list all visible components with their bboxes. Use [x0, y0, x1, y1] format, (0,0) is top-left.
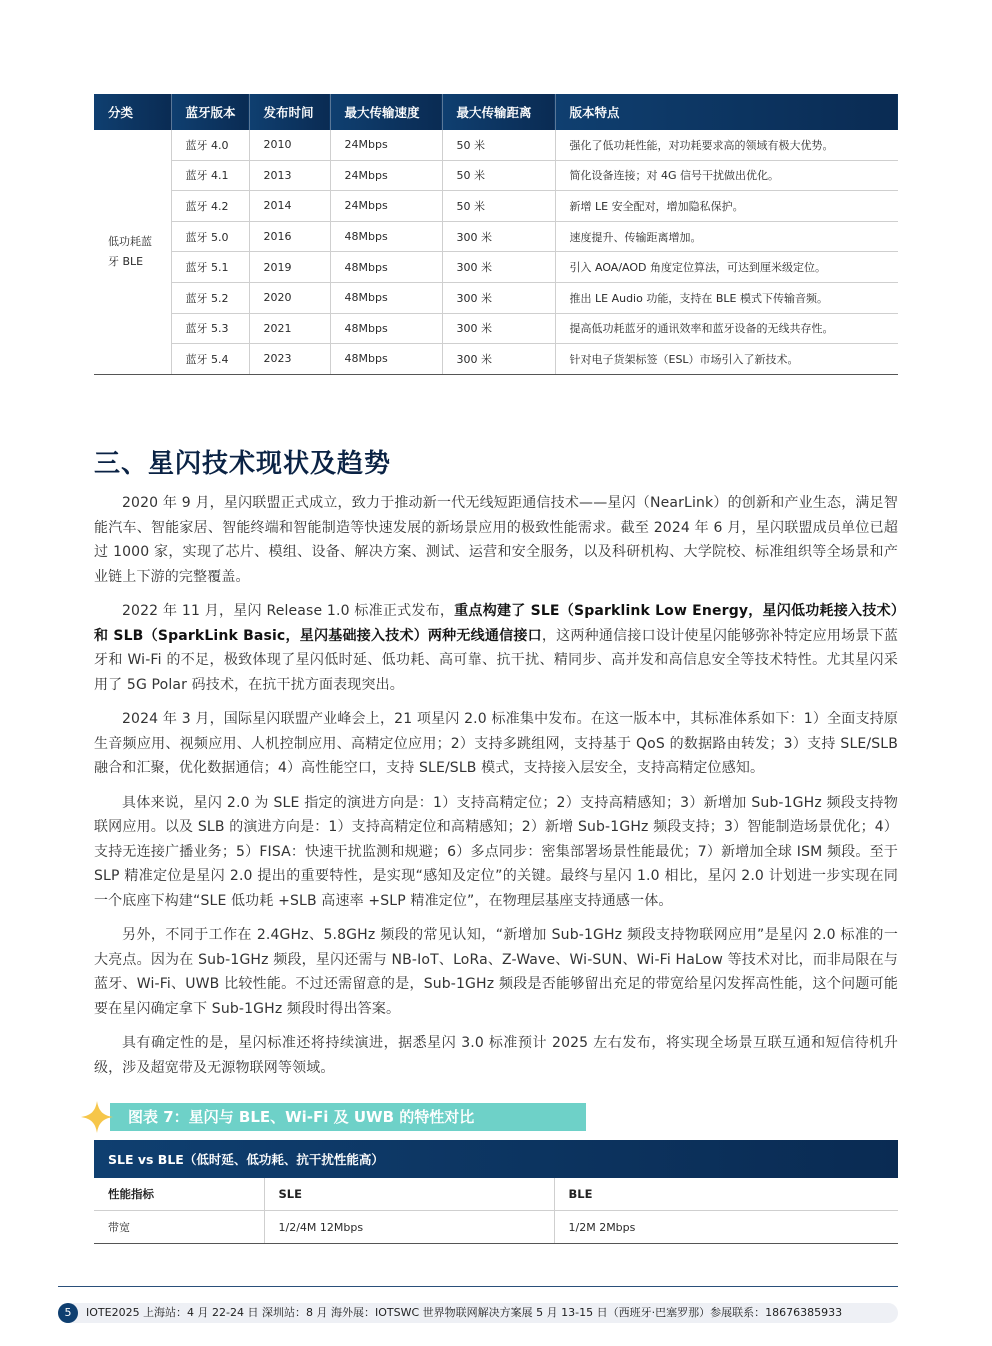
table-row — [94, 221, 898, 252]
paragraph-2-rest: ，这两种通信接口设计使星闪能够弥补特定应用场景下蓝牙和 Wi-Fi 的不足，极致体现了星闪低时延、低功耗、高可靠、抗干扰、精同步、高并发和高信息安全等技术特性。尤其星闪采用了 5G Polar 码技术，在抗干扰方面表现突出。 — [94, 627, 898, 693]
cell-year: 2016 — [249, 221, 330, 252]
cell-range: 300 米 — [442, 313, 555, 344]
paragraph-6: 具有确定性的是，星闪标准还将持续演进，据悉星闪 3.0 标准预计 2025 左右发布，将实现全场景互联互通和短信待机升级，涉及超宽带及无源物联网等领域。 — [94, 1035, 898, 1076]
sle-vs-ble-table — [94, 1140, 898, 1244]
page-number: 5 — [58, 1303, 78, 1323]
header-features: 版本特点 — [555, 94, 898, 130]
header-max-range: 最大传输距离 — [442, 94, 555, 130]
cell-range: 300 米 — [442, 252, 555, 283]
column-metric: 性能指标 — [94, 1178, 264, 1211]
cell-year: 2010 — [249, 130, 330, 160]
table-row — [94, 313, 898, 344]
footer-text: IOTE2025 上海站：4 月 22-24 日 深圳站：8 月 海外展：IOTSWC 世界物联网解决方案展 5 月 13-15 日（西班牙·巴塞罗那）参展联系：18676385933 — [86, 1306, 843, 1319]
column-sle: SLE — [264, 1178, 554, 1211]
header-version: 蓝牙版本 — [171, 94, 249, 130]
cell-feature: 简化设备连接；对 4G 信号干扰做出优化。 — [555, 160, 898, 191]
cell-year: 2020 — [249, 282, 330, 313]
cell-range: 300 米 — [442, 282, 555, 313]
table-row — [94, 130, 898, 160]
cell-speed: 24Mbps — [330, 160, 442, 191]
table-row — [94, 344, 898, 375]
cell-version: 蓝牙 4.1 — [171, 160, 249, 191]
cell-range: 50 米 — [442, 130, 555, 160]
table-row — [94, 191, 898, 222]
cell-year: 2021 — [249, 313, 330, 344]
cell-feature: 新增 LE 安全配对，增加隐私保护。 — [555, 191, 898, 222]
cell-version: 蓝牙 5.0 — [171, 221, 249, 252]
cell-range: 50 米 — [442, 160, 555, 191]
cell-speed: 24Mbps — [330, 191, 442, 222]
section-title: 三、星闪技术现状及趋势 — [94, 449, 392, 479]
cell-version: 蓝牙 5.3 — [171, 313, 249, 344]
cell-speed: 48Mbps — [330, 282, 442, 313]
cell-year: 2013 — [249, 160, 330, 191]
cell-version: 蓝牙 5.2 — [171, 282, 249, 313]
cell-version: 蓝牙 5.1 — [171, 252, 249, 283]
cell-range: 50 米 — [442, 191, 555, 222]
sparkle-star-icon — [80, 1100, 114, 1134]
paragraph-3: 2024 年 3 月，国际星闪联盟产业峰会上，21 项星闪 2.0 标准集中发布。在这一版本中，其标准体系如下：1）全面支持原生音频应用、视频应用、人机控制应用、高精定位应用；2）支持多跳组网，支持基于 QoS 的数据路由转发；3）支持 SLE/SLB 融合和汇聚，优化数据通信；4）高性能空口，支持 SLE/SLB 模式，支持接入层安全，支持高精定位感知。 — [94, 711, 898, 776]
table-row — [94, 1211, 898, 1244]
column-ble: BLE — [554, 1178, 898, 1211]
cell-feature: 针对电子货架标签（ESL）市场引入了新技术。 — [555, 344, 898, 375]
cell-feature: 引入 AOA/AOD 角度定位算法，可达到厘米级定位。 — [555, 252, 898, 283]
cell-feature: 速度提升、传输距离增加。 — [555, 221, 898, 252]
header-release-year: 发布时间 — [249, 94, 330, 130]
cell-year: 2019 — [249, 252, 330, 283]
table-row — [94, 282, 898, 313]
paragraph-1: 2020 年 9 月，星闪联盟正式成立，致力于推动新一代无线短距通信技术——星闪（NearLink）的创新和产业生态，满足智能汽车、智能家居、智能终端和智能制造等快速发展的新场景应用的极致性能需求。截至 2024 年 6 月，星闪联盟成员单位已超过 1000 家，实现了芯片、模组、设备、解决方案、测试、运营和安全服务，以及科研机构、大学院校、标准组织等全场景和产业链上下游的完整覆盖。 — [94, 495, 898, 585]
cell-version: 蓝牙 4.0 — [171, 130, 249, 160]
cell-feature: 强化了低功耗性能，对功耗要求高的领域有极大优势。 — [555, 130, 898, 160]
cell-version: 蓝牙 4.2 — [171, 191, 249, 222]
comparison-header: SLE vs BLE（低时延、低功耗、抗干扰性能高） — [94, 1140, 898, 1178]
table-header-row — [94, 94, 898, 130]
cell-speed: 48Mbps — [330, 221, 442, 252]
caption-text: 图表 7：星闪与 BLE、Wi-Fi 及 UWB 的特性对比 — [128, 1108, 475, 1126]
cell-speed: 48Mbps — [330, 313, 442, 344]
figure-caption — [80, 1100, 510, 1134]
cell-year: 2023 — [249, 344, 330, 375]
header-category: 分类 — [94, 94, 171, 130]
cell-sle: 1/2/4M 12Mbps — [264, 1211, 554, 1244]
header-max-speed: 最大传输速度 — [330, 94, 442, 130]
table-row — [94, 160, 898, 191]
section-body — [94, 491, 898, 1090]
cell-year: 2014 — [249, 191, 330, 222]
cell-range: 300 米 — [442, 344, 555, 375]
category-cell: 低功耗蓝牙 BLE — [94, 130, 171, 374]
footer-divider — [58, 1286, 898, 1287]
cell-version: 蓝牙 5.4 — [171, 344, 249, 375]
comparison-header-row — [94, 1140, 898, 1178]
table-row — [94, 252, 898, 283]
cell-feature: 推出 LE Audio 功能，支持在 BLE 模式下传输音频。 — [555, 282, 898, 313]
paragraph-2 — [94, 599, 898, 697]
cell-feature: 提高低功耗蓝牙的通讯效率和蓝牙设备的无线共存性。 — [555, 313, 898, 344]
paragraph-5: 另外，不同于工作在 2.4GHz、5.8GHz 频段的常见认知，“新增加 Sub-1GHz 频段支持物联网应用”是星闪 2.0 标准的一大亮点。因为在 Sub-1GHz 频段，星闪还需与 NB-IoT、LoRa、Z-Wave、Wi-SUN、Wi-Fi HaLow 等技术对比，而非局限在与蓝牙、Wi-Fi、UWB 比较性能。不过还需留意的是，Sub-1GHz 频段是否能够留出充足的带宽给星闪发挥高性能，这个问题可能要在星闪确定拿下 Sub-1GHz 频段时得出答案。 — [94, 927, 898, 1017]
bluetooth-version-table — [94, 94, 898, 375]
cell-range: 300 米 — [442, 221, 555, 252]
comparison-columns-row — [94, 1178, 898, 1211]
paragraph-2-lead: 2022 年 11 月，星闪 Release 1.0 标准正式发布， — [122, 603, 455, 619]
cell-ble: 1/2M 2Mbps — [554, 1211, 898, 1244]
paragraph-2-emphasis: 重点构建了 SLE（Sparklink Low Energy，星闪低功耗接入技术）和 SLB（SparkLink Basic，星闪基础接入技术）两种无线通信接口 — [94, 603, 898, 644]
cell-metric: 带宽 — [94, 1211, 264, 1244]
paragraph-4: 具体来说，星闪 2.0 为 SLE 指定的演进方向是：1）支持高精定位；2）支持高精感知；3）新增加 Sub-1GHz 频段支持物联网应用。以及 SLB 的演进方向是：1）支持高精定位和高精感知；2）新增 Sub-1GHz 频段支持；3）智能制造场景优化；4）支持无连接广播业务；5）FISA：快速干扰监测和规避；6）多点同步：密集部署场景性能最优；7）新增加全球 ISM 频段。至于 SLP 精准定位是星闪 2.0 提出的重要特性，是实现“感知及定位”的关键。最终与星闪 1.0 相比，星闪 2.0 计划进一步实现在同一个底座下构建“SLE 低功耗 +SLB 高速率 +SLP 精准定位”，在物理层基座支持通感一体。 — [94, 794, 898, 909]
cell-speed: 24Mbps — [330, 130, 442, 160]
footer — [58, 1303, 898, 1323]
cell-speed: 48Mbps — [330, 252, 442, 283]
cell-speed: 48Mbps — [330, 344, 442, 375]
